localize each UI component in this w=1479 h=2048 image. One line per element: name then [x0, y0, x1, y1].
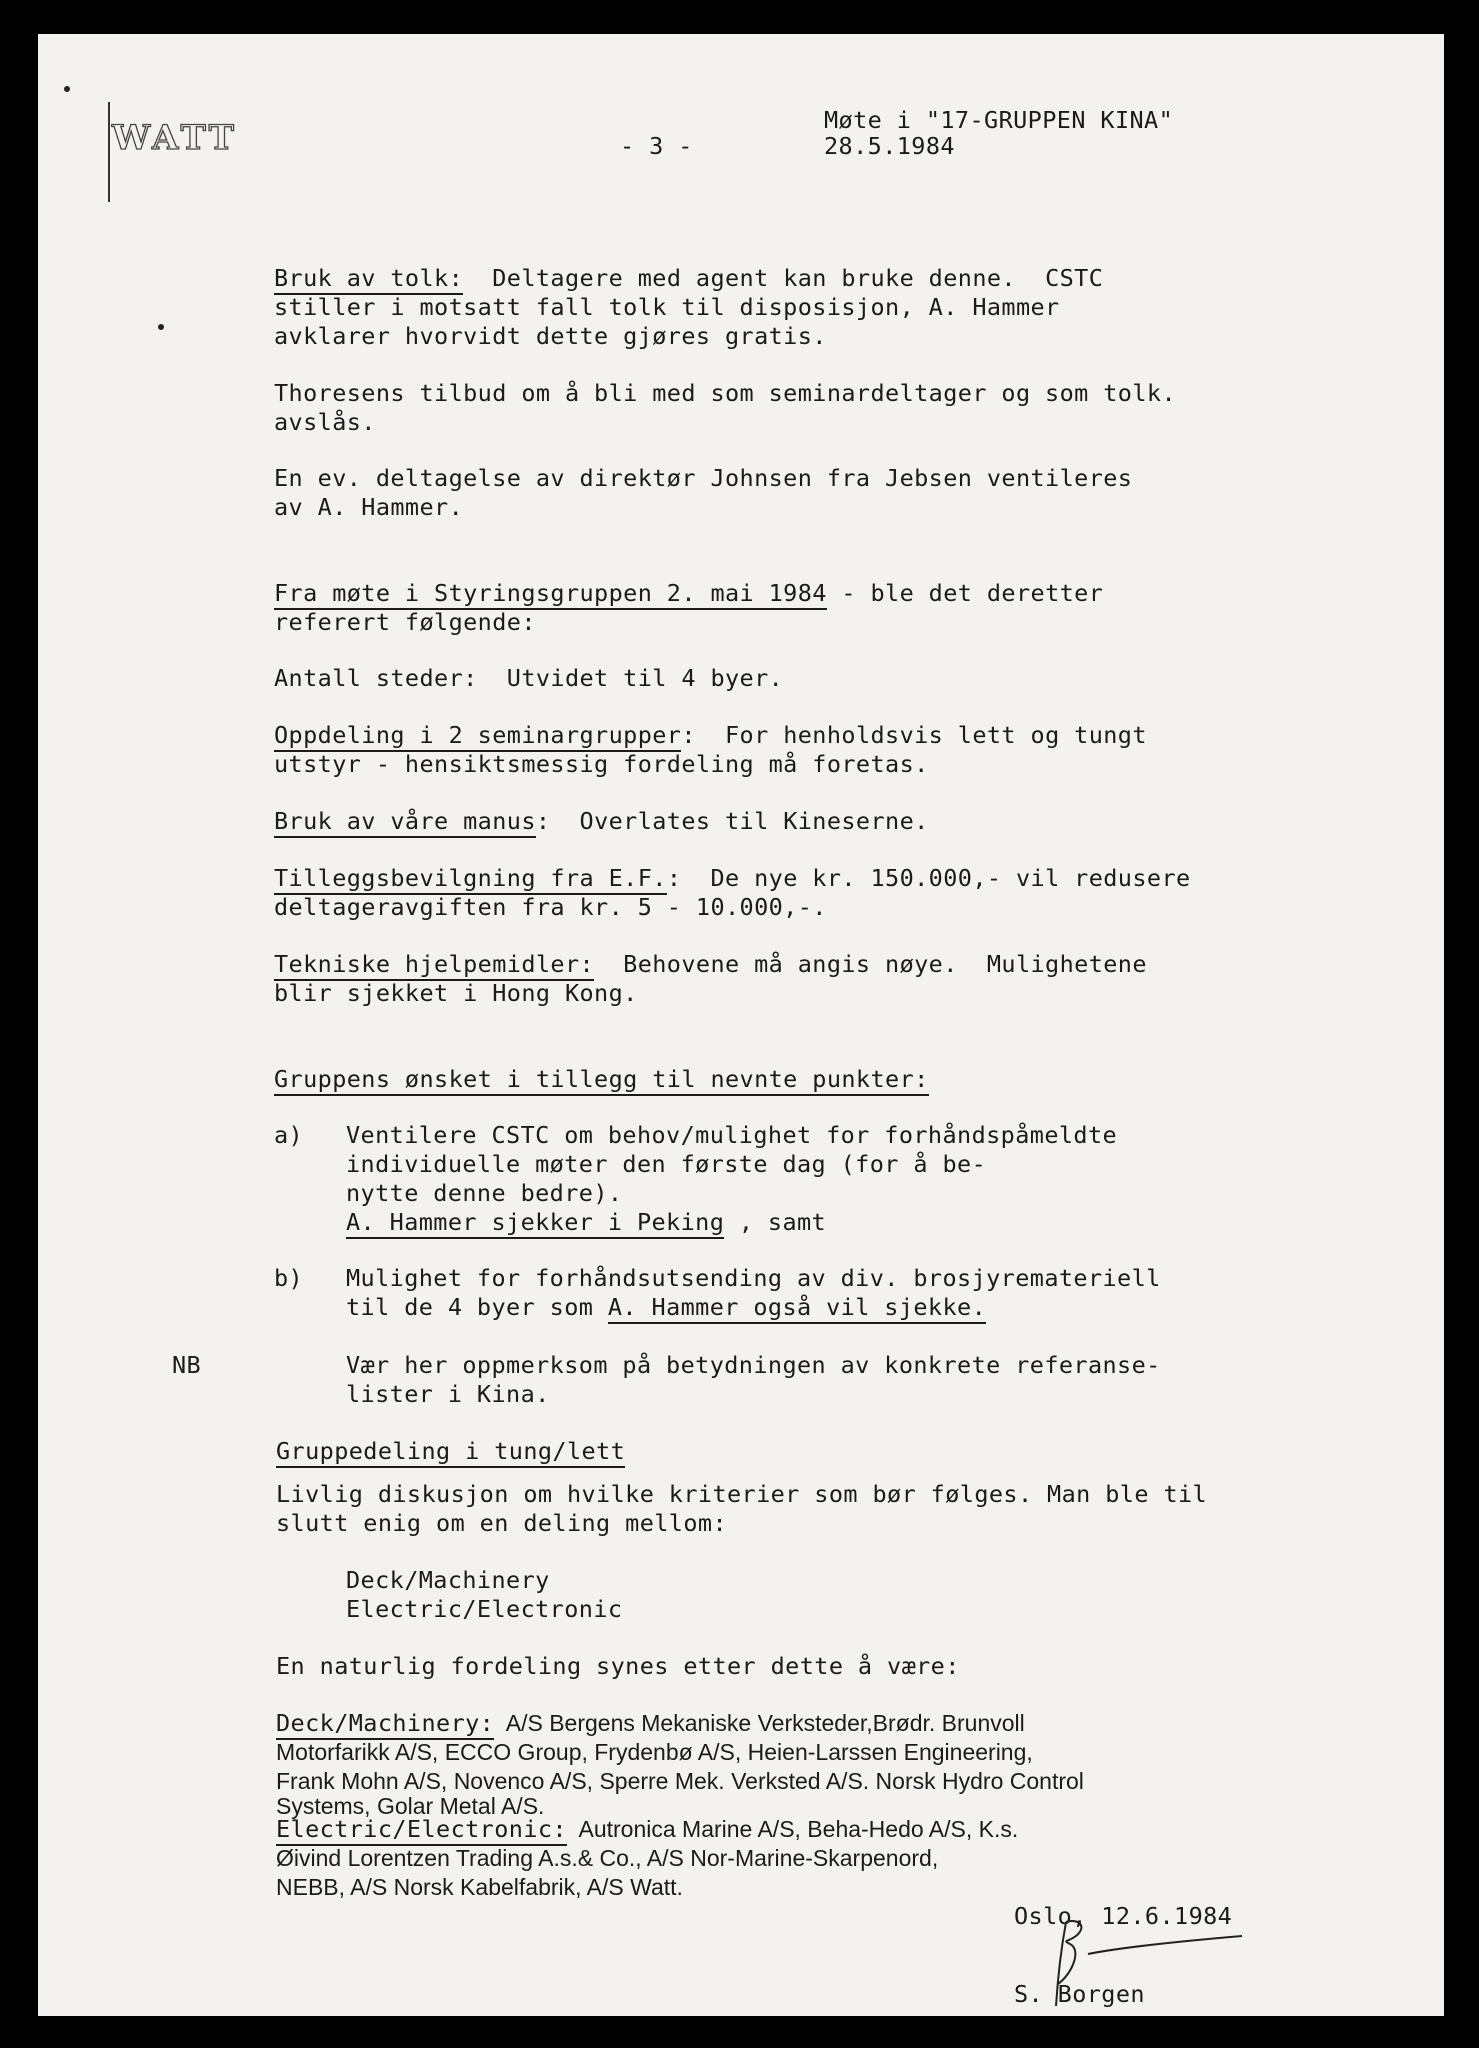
oppdeling-paragraph: Oppdeling i 2 seminargrupper: For henholdsvis lett og tungt: [274, 721, 1147, 750]
item-a-line-1: Ventilere CSTC om behov/mulighet for forhåndspåmeldte: [346, 1121, 1118, 1149]
electric-line-2: Øivind Lorentzen Trading A.s.& Co., A/S Nor-Marine-Skarpenord,: [276, 1845, 939, 1871]
margin-line: [108, 102, 110, 202]
gruppedeling-line-2: slutt enig om en deling mellom:: [276, 1509, 727, 1537]
page-number: - 3 -: [620, 132, 693, 160]
group-deck: Deck/Machinery: [346, 1566, 550, 1594]
tolk-paragraph: Bruk av tolk: Deltagere med agent kan bruke denne. CSTC: [274, 264, 1103, 293]
item-b-line-1: Mulighet for forhåndsutsending av div. brosjyremateriell: [346, 1264, 1161, 1292]
tolk-line-2: stiller i motsatt fall tolk til disposisjon, A. Hammer: [274, 293, 1060, 321]
johnsen-line-2: av A. Hammer.: [274, 493, 464, 521]
gruppedeling-heading: Gruppedeling i tung/lett: [276, 1437, 625, 1466]
item-a-line-2: individuelle møter den første dag (for å be-: [346, 1150, 987, 1178]
antall-steder: Antall steder: Utvidet til 4 byer.: [274, 664, 784, 692]
deck-paragraph: Deck/Machinery: A/S Bergens Mekaniske Verksteder,Brødr. Brunvoll: [276, 1709, 1025, 1738]
item-b-marker: b): [274, 1264, 304, 1292]
manus-paragraph: Bruk av våre manus: Overlates til Kineserne.: [274, 807, 929, 836]
thoresen-line-1: Thoresens tilbud om å bli med som seminardeltager og som tolk.: [274, 379, 1176, 407]
item-a-line-4: A. Hammer sjekker i Peking , samt: [346, 1208, 826, 1237]
ink-speck: [64, 86, 70, 92]
electric-line-3: NEBB, A/S Norsk Kabelfabrik, A/S Watt.: [276, 1874, 683, 1900]
tekniske-line-2: blir sjekket i Hong Kong.: [274, 979, 638, 1007]
signatory: S. Borgen: [1014, 1980, 1145, 2008]
handwritten-signature: [1028, 1914, 1258, 2014]
tillegg-label: Tilleggsbevilgning fra E.F.: [274, 864, 667, 895]
styringsgruppen-heading: Fra møte i Styringsgruppen 2. mai 1984 - ble det deretter: [274, 579, 1103, 608]
deck-line-2: Motorfarikk A/S, ECCO Group, Frydenbø A/S, Heien-Larssen Engineering,: [276, 1739, 1033, 1765]
tekniske-paragraph: Tekniske hjelpemidler: Behovene må angis nøye. Mulighetene: [274, 950, 1147, 979]
fordeling-line: En naturlig fordeling synes etter dette å være:: [276, 1652, 960, 1680]
oppdeling-label: Oppdeling i 2 seminargrupper: [274, 721, 681, 752]
thoresen-line-2: avslås.: [274, 408, 376, 436]
meeting-title: Møte i "17-GRUPPEN KINA": [824, 106, 1174, 134]
document-page: [38, 34, 1444, 2016]
tillegg-paragraph: Tilleggsbevilgning fra E.F.: De nye kr. 150.000,- vil redusere: [274, 864, 1191, 893]
place-date: Oslo, 12.6.1984: [1014, 1902, 1233, 1930]
meeting-date: 28.5.1984: [824, 132, 955, 160]
peking-label: A. Hammer sjekker i Peking: [346, 1208, 724, 1239]
group-electric: Electric/Electronic: [346, 1595, 623, 1623]
item-a-marker: a): [274, 1121, 304, 1149]
oppdeling-line-2: utstyr - hensiktsmessig fordeling må foretas.: [274, 750, 929, 778]
item-a-line-3: nytte denne bedre).: [346, 1179, 623, 1207]
electric-paragraph: Electric/Electronic: Autronica Marine A/S, Beha-Hedo A/S, K.s.: [276, 1815, 1018, 1844]
company-logo: WATT: [112, 118, 238, 158]
gruppens-heading: Gruppens ønsket i tillegg til nevnte punkter:: [274, 1065, 929, 1094]
ink-speck: [158, 324, 164, 330]
johnsen-line-1: En ev. deltagelse av direktør Johnsen fra Jebsen ventileres: [274, 464, 1133, 492]
nb-line-2: lister i Kina.: [346, 1380, 550, 1408]
deck-line-3: Frank Mohn A/S, Novenco A/S, Sperre Mek. Verksted A/S. Norsk Hydro Control: [276, 1768, 1084, 1794]
nb-marker: NB: [172, 1351, 202, 1379]
deck-line-4: Systems, Golar Metal A/S.: [276, 1793, 545, 1819]
manus-label: Bruk av våre manus: [274, 807, 536, 838]
styringsgruppen-line-2: referert følgende:: [274, 608, 536, 636]
sjekke-label: A. Hammer også vil sjekke.: [608, 1293, 986, 1324]
item-b-line-2: til de 4 byer som A. Hammer også vil sjekke.: [346, 1293, 986, 1322]
tillegg-line-2: deltageravgiften fra kr. 5 - 10.000,-.: [274, 893, 827, 921]
styringsgruppen-label: Fra møte i Styringsgruppen 2. mai 1984: [274, 579, 827, 610]
tolk-label: Bruk av tolk:: [274, 264, 463, 295]
tekniske-label: Tekniske hjelpemidler:: [274, 950, 594, 981]
electric-label: Electric/Electronic:: [276, 1815, 567, 1846]
nb-line-1: Vær her oppmerksom på betydningen av konkrete referanse-: [346, 1351, 1161, 1379]
gruppedeling-line-1: Livlig diskusjon om hvilke kriterier som bør følges. Man ble til: [276, 1480, 1208, 1508]
tolk-line-3: avklarer hvorvidt dette gjøres gratis.: [274, 322, 827, 350]
deck-label: Deck/Machinery:: [276, 1709, 494, 1740]
